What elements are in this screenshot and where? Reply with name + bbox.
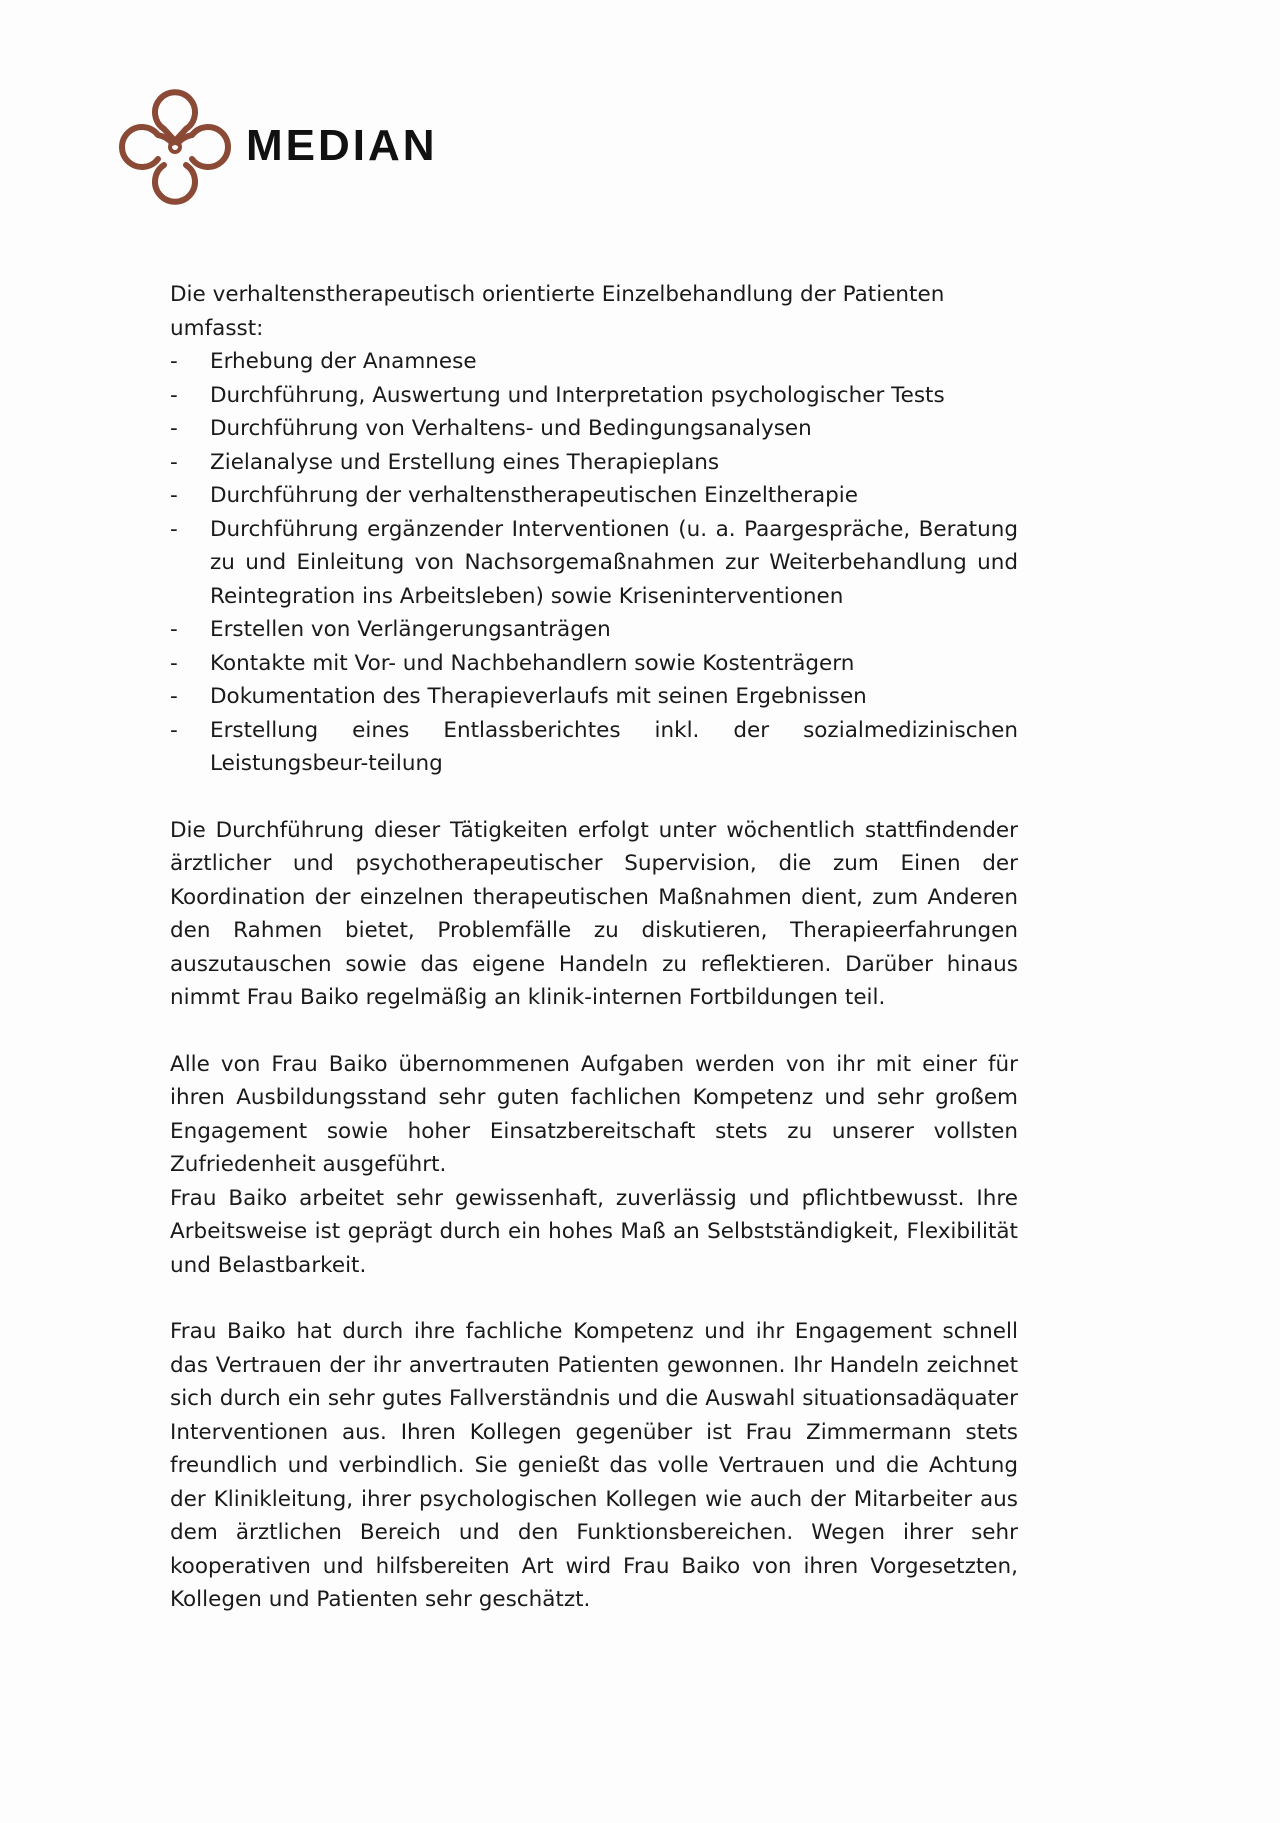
work-style-paragraph: Frau Baiko arbeitet sehr gewissenhaft, zuverlässig und pflichtbewusst. Ihre Arbeitsweise ist geprägt durch ein hohes Maß an Selbstständigkeit, Flexibilität und Belastbarkeit. <box>170 1185 1018 1278</box>
list-item: - Durchführung ergänzender Interventionen (u. a. Paargespräche, Beratung zu und Einleitung von Nachsorgemaßnahmen zur Weiterbehandlung und Reintegration ins Arbeitsleben) sowie Kriseninterventionen <box>170 516 1018 609</box>
list-item: - Durchführung der verhaltenstherapeutischen Einzeltherapie <box>170 483 858 508</box>
list-item: - Erhebung der Anamnese <box>170 349 477 374</box>
logo-wordmark: MEDIAN <box>246 121 438 170</box>
spacer <box>170 781 1018 814</box>
list-item: - Durchführung von Verhaltens- und Bedingungsanalysen <box>170 416 812 441</box>
spacer <box>170 1015 1018 1048</box>
letter-body <box>170 278 1018 1617</box>
list-item: - Kontakte mit Vor- und Nachbehandlern sowie Kostenträgern <box>170 650 855 676</box>
list-item: - Durchführung, Auswertung und Interpretation psychologischer Tests <box>170 382 945 408</box>
clover-logo-icon <box>112 79 238 213</box>
tasks-intro: Die verhaltenstherapeutisch orientierte Einzelbehandlung der Patienten umfasst: <box>170 282 945 341</box>
list-item: - Erstellung eines Entlassberichtes inkl. der sozialmedizinischen Leistungsbeur-teilung <box>170 717 1018 776</box>
list-item: - Erstellen von Verlängerungsanträgen <box>170 617 611 642</box>
task-list <box>170 345 1018 781</box>
performance-paragraph: Alle von Frau Baiko übernommenen Aufgaben werden von ihr mit einer für ihren Ausbildungsstand sehr guten fachlichen Kompetenz und sehr großem Engagement sowie hoher Einsatzbereitschaft stets zu unserer vollsten Zufriedenheit ausgeführt. <box>170 1051 1018 1177</box>
conduct-paragraph: Frau Baiko hat durch ihre fachliche Kompetenz und ihr Engagement schnell das Vertrauen der ihr anvertrauten Patienten gewonnen. Ihr Handeln zeichnet sich durch ein sehr gutes Fallverständnis und die Auswahl situationsadäquater Interventionen aus. Ihren Kollegen gegenüber ist Frau Zimmermann stets freundlich und verbindlich. Sie genießt das volle Vertrauen und die Achtung der Klinikleitung, ihrer psychologischen Kollegen wie auch der Mitarbeiter aus dem ärztlichen Bereich und den Funktionsbereichen. Wegen ihrer sehr kooperativen und hilfsbereiten Art wird Frau Baiko von ihren Vorgesetzten, Kollegen und Patienten sehr geschätzt. <box>170 1319 1018 1612</box>
list-item: - Zielanalyse und Erstellung eines Therapieplans <box>170 449 720 475</box>
median-logo <box>112 78 438 214</box>
list-item: - Dokumentation des Therapieverlaufs mit seinen Ergebnissen <box>170 684 867 709</box>
supervision-paragraph: Die Durchführung dieser Tätigkeiten erfolgt unter wöchentlich stattfindender ärztlicher und psychotherapeutischer Supervision, die zum Einen der Koordination der einzelnen therapeutischen Maßnahmen dient, zum Anderen den Rahmen bietet, Problemfälle zu diskutieren, Therapieerfahrungen auszutauschen sowie das eigene Handeln zu reflektieren. Darüber hinaus nimmt Frau Baiko regelmäßig an klinik-internen Fortbildungen teil. <box>170 817 1018 1010</box>
spacer <box>170 1282 1018 1315</box>
